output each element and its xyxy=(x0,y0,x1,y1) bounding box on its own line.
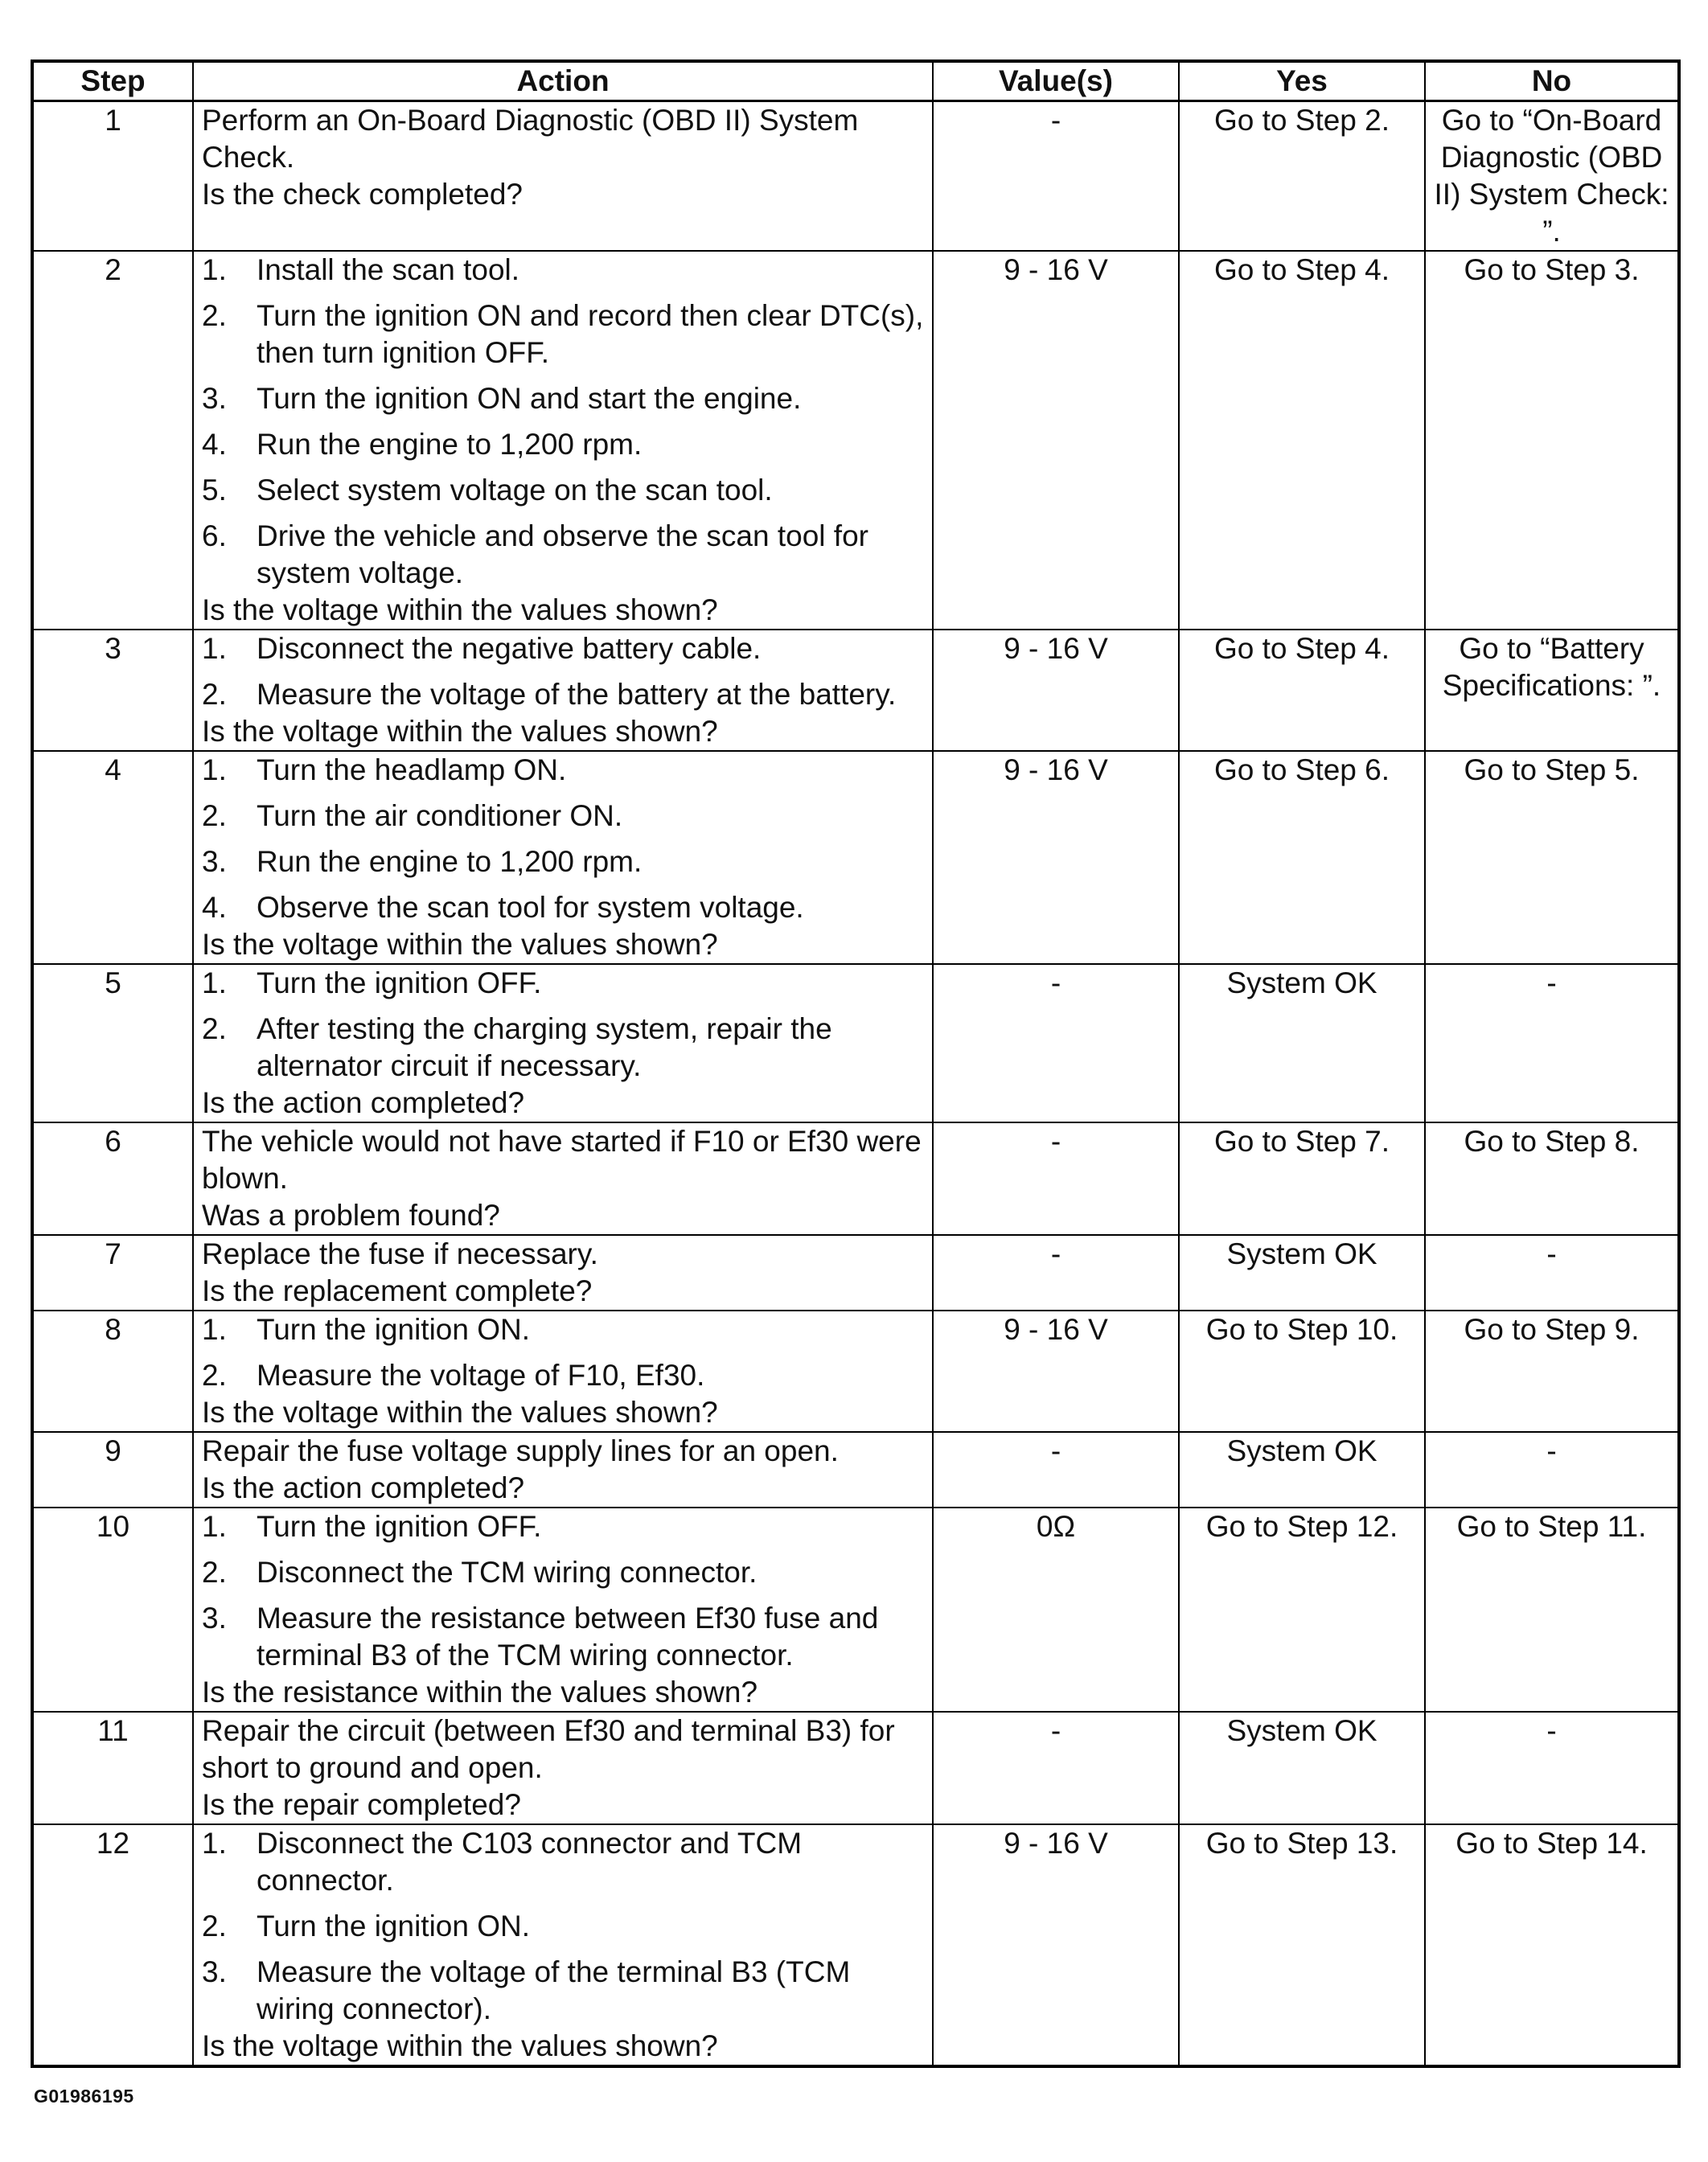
action-steps-list xyxy=(202,630,925,713)
yes-cell: Go to Step 2. xyxy=(1179,101,1425,252)
action-step xyxy=(202,1908,925,1945)
action-text: Replace the fuse if necessary. xyxy=(202,1237,598,1270)
action-step xyxy=(202,843,925,880)
action-step-text: Select system voltage on the scan tool. xyxy=(257,474,773,507)
action-step-text: Disconnect the negative battery cable. xyxy=(257,632,762,665)
yes-cell: Go to Step 4. xyxy=(1179,251,1425,630)
value-cell: - xyxy=(933,101,1179,252)
action-step-text: Run the engine to 1,200 rpm. xyxy=(257,845,643,878)
action-cell xyxy=(193,1712,933,1824)
action-question: Was a problem found? xyxy=(202,1199,500,1232)
table-row xyxy=(32,1824,1679,2066)
table-row xyxy=(32,101,1679,252)
yes-cell: System OK xyxy=(1179,1432,1425,1508)
action-cell xyxy=(193,1432,933,1508)
action-steps-list xyxy=(202,1508,925,1674)
action-step-number: 5. xyxy=(202,474,227,507)
action-cell xyxy=(193,251,933,630)
action-step-text: After testing the charging system, repair the alternator circuit if necessary. xyxy=(257,1012,832,1082)
step-number: 7 xyxy=(32,1235,193,1311)
action-text: Repair the fuse voltage supply lines for an open. xyxy=(202,1434,839,1467)
table-row xyxy=(32,630,1679,751)
action-step-number: 3. xyxy=(202,382,227,415)
action-step xyxy=(202,676,925,713)
action-question: Is the voltage within the values shown? xyxy=(202,928,718,961)
action-step-text: Turn the headlamp ON. xyxy=(257,753,567,786)
no-cell: - xyxy=(1425,964,1679,1122)
action-step xyxy=(202,798,925,835)
step-number: 2 xyxy=(32,251,193,630)
figure-id: G01986195 xyxy=(34,2086,134,2107)
no-cell: Go to “On-Board Diagnostic (OBD II) System Check: ”. xyxy=(1425,101,1679,252)
step-number: 10 xyxy=(32,1508,193,1712)
action-step xyxy=(202,1954,925,2028)
table-row xyxy=(32,251,1679,630)
action-step xyxy=(202,1825,925,1899)
diagnostic-table-container xyxy=(31,59,1677,2068)
diagnostic-table xyxy=(31,59,1681,2068)
header-row xyxy=(32,61,1679,101)
action-step-number: 1. xyxy=(202,966,227,999)
table-body xyxy=(32,101,1679,2067)
value-cell: 9 - 16 V xyxy=(933,1311,1179,1432)
action-step xyxy=(202,630,925,667)
action-step xyxy=(202,426,925,463)
action-step-number: 1. xyxy=(202,632,227,665)
action-cell xyxy=(193,1311,933,1432)
value-cell: - xyxy=(933,964,1179,1122)
step-number: 9 xyxy=(32,1432,193,1508)
action-step-number: 2. xyxy=(202,1012,227,1045)
action-step-text: Drive the vehicle and observe the scan tool for system voltage. xyxy=(257,519,868,589)
action-steps-list xyxy=(202,252,925,592)
step-number: 12 xyxy=(32,1824,193,2066)
step-number: 8 xyxy=(32,1311,193,1432)
action-step xyxy=(202,472,925,509)
action-step-number: 6. xyxy=(202,519,227,552)
action-cell xyxy=(193,964,933,1122)
action-step-number: 2. xyxy=(202,1910,227,1943)
step-number: 3 xyxy=(32,630,193,751)
action-step-number: 1. xyxy=(202,1827,227,1860)
action-steps-list xyxy=(202,1825,925,2028)
action-step-text: Run the engine to 1,200 rpm. xyxy=(257,428,643,461)
no-cell: Go to Step 9. xyxy=(1425,1311,1679,1432)
action-cell xyxy=(193,1508,933,1712)
action-question: Is the repair completed? xyxy=(202,1788,521,1821)
no-cell: Go to “Battery Specifications: ”. xyxy=(1425,630,1679,751)
action-cell xyxy=(193,1122,933,1235)
action-step-text: Turn the ignition ON and start the engine. xyxy=(257,382,802,415)
action-step xyxy=(202,1011,925,1085)
value-cell: 9 - 16 V xyxy=(933,751,1179,964)
header-step: Step xyxy=(32,61,193,101)
yes-cell: System OK xyxy=(1179,1712,1425,1824)
no-cell: Go to Step 8. xyxy=(1425,1122,1679,1235)
action-steps-list xyxy=(202,965,925,1085)
step-number: 11 xyxy=(32,1712,193,1824)
action-step xyxy=(202,1600,925,1674)
action-question: Is the replacement complete? xyxy=(202,1274,593,1307)
action-step-text: Measure the voltage of F10, Ef30. xyxy=(257,1359,705,1392)
action-step xyxy=(202,1357,925,1394)
action-step xyxy=(202,1508,925,1545)
table-row xyxy=(32,1432,1679,1508)
action-step-number: 2. xyxy=(202,799,227,832)
action-step-text: Measure the resistance between Ef30 fuse and terminal B3 of the TCM wiring connector. xyxy=(257,1602,879,1672)
value-cell: 9 - 16 V xyxy=(933,1824,1179,2066)
value-cell: 9 - 16 V xyxy=(933,630,1179,751)
action-step-number: 2. xyxy=(202,678,227,711)
action-step-text: Turn the ignition ON. xyxy=(257,1313,531,1346)
action-text: Repair the circuit (between Ef30 and terminal B3) for short to ground and open. xyxy=(202,1714,895,1784)
yes-cell: Go to Step 7. xyxy=(1179,1122,1425,1235)
no-cell: Go to Step 11. xyxy=(1425,1508,1679,1712)
table-row xyxy=(32,964,1679,1122)
action-step-text: Turn the ignition OFF. xyxy=(257,1510,542,1543)
action-step-text: Turn the ignition ON and record then clear DTC(s), then turn ignition OFF. xyxy=(257,299,924,369)
step-number: 5 xyxy=(32,964,193,1122)
table-row xyxy=(32,1508,1679,1712)
action-step-text: Install the scan tool. xyxy=(257,253,520,286)
value-cell: 0Ω xyxy=(933,1508,1179,1712)
yes-cell: Go to Step 13. xyxy=(1179,1824,1425,2066)
no-cell: Go to Step 5. xyxy=(1425,751,1679,964)
action-step xyxy=(202,965,925,1002)
action-step-text: Disconnect the C103 connector and TCM connector. xyxy=(257,1827,803,1897)
action-question: Is the voltage within the values shown? xyxy=(202,715,718,748)
action-question: Is the resistance within the values shown? xyxy=(202,1676,758,1709)
action-step-number: 3. xyxy=(202,1955,227,1988)
action-cell xyxy=(193,1235,933,1311)
action-step-number: 4. xyxy=(202,428,227,461)
action-step-number: 1. xyxy=(202,1313,227,1346)
step-number: 4 xyxy=(32,751,193,964)
action-step xyxy=(202,889,925,926)
table-row xyxy=(32,1712,1679,1824)
value-cell: - xyxy=(933,1712,1179,1824)
action-question: Is the voltage within the values shown? xyxy=(202,593,718,626)
action-step-text: Disconnect the TCM wiring connector. xyxy=(257,1556,758,1589)
table-row xyxy=(32,1122,1679,1235)
action-step-number: 2. xyxy=(202,299,227,332)
action-step-number: 2. xyxy=(202,1556,227,1589)
no-cell: - xyxy=(1425,1712,1679,1824)
action-step xyxy=(202,297,925,371)
action-step-text: Turn the ignition OFF. xyxy=(257,966,542,999)
action-step-number: 3. xyxy=(202,845,227,878)
yes-cell: System OK xyxy=(1179,1235,1425,1311)
action-step-number: 4. xyxy=(202,891,227,924)
no-cell: - xyxy=(1425,1432,1679,1508)
table-row xyxy=(32,1311,1679,1432)
action-step-number: 2. xyxy=(202,1359,227,1392)
step-number: 6 xyxy=(32,1122,193,1235)
action-question: Is the action completed? xyxy=(202,1086,525,1119)
action-cell xyxy=(193,101,933,252)
no-cell: Go to Step 3. xyxy=(1425,251,1679,630)
action-step-number: 1. xyxy=(202,753,227,786)
header-yes: Yes xyxy=(1179,61,1425,101)
header-no: No xyxy=(1425,61,1679,101)
action-cell xyxy=(193,630,933,751)
action-question: Is the voltage within the values shown? xyxy=(202,1396,718,1429)
value-cell: 9 - 16 V xyxy=(933,251,1179,630)
value-cell: - xyxy=(933,1235,1179,1311)
table-row xyxy=(32,1235,1679,1311)
table-row xyxy=(32,751,1679,964)
action-steps-list xyxy=(202,1311,925,1394)
action-step-number: 3. xyxy=(202,1602,227,1635)
yes-cell: Go to Step 12. xyxy=(1179,1508,1425,1712)
action-steps-list xyxy=(202,752,925,926)
header-values: Value(s) xyxy=(933,61,1179,101)
yes-cell: System OK xyxy=(1179,964,1425,1122)
yes-cell: Go to Step 6. xyxy=(1179,751,1425,964)
header-action: Action xyxy=(193,61,933,101)
yes-cell: Go to Step 4. xyxy=(1179,630,1425,751)
action-step-text: Measure the voltage of the terminal B3 (TCM wiring connector). xyxy=(257,1955,851,2025)
value-cell: - xyxy=(933,1122,1179,1235)
action-text: Perform an On-Board Diagnostic (OBD II) System Check. xyxy=(202,104,859,174)
value-cell: - xyxy=(933,1432,1179,1508)
action-step xyxy=(202,518,925,592)
action-step xyxy=(202,1311,925,1348)
no-cell: - xyxy=(1425,1235,1679,1311)
action-text: The vehicle would not have started if F10 or Ef30 were blown. xyxy=(202,1125,922,1195)
action-step xyxy=(202,252,925,289)
action-step-number: 1. xyxy=(202,253,227,286)
action-question: Is the check completed? xyxy=(202,178,523,211)
step-number: 1 xyxy=(32,101,193,252)
action-step-text: Observe the scan tool for system voltage. xyxy=(257,891,804,924)
action-step xyxy=(202,380,925,417)
action-step-text: Measure the voltage of the battery at the battery. xyxy=(257,678,897,711)
action-question: Is the voltage within the values shown? xyxy=(202,2029,718,2062)
action-step-text: Turn the ignition ON. xyxy=(257,1910,531,1943)
no-cell: Go to Step 14. xyxy=(1425,1824,1679,2066)
action-step xyxy=(202,1554,925,1591)
action-step-number: 1. xyxy=(202,1510,227,1543)
action-cell xyxy=(193,1824,933,2066)
action-step xyxy=(202,752,925,789)
action-cell xyxy=(193,751,933,964)
action-step-text: Turn the air conditioner ON. xyxy=(257,799,623,832)
action-question: Is the action completed? xyxy=(202,1471,525,1504)
yes-cell: Go to Step 10. xyxy=(1179,1311,1425,1432)
